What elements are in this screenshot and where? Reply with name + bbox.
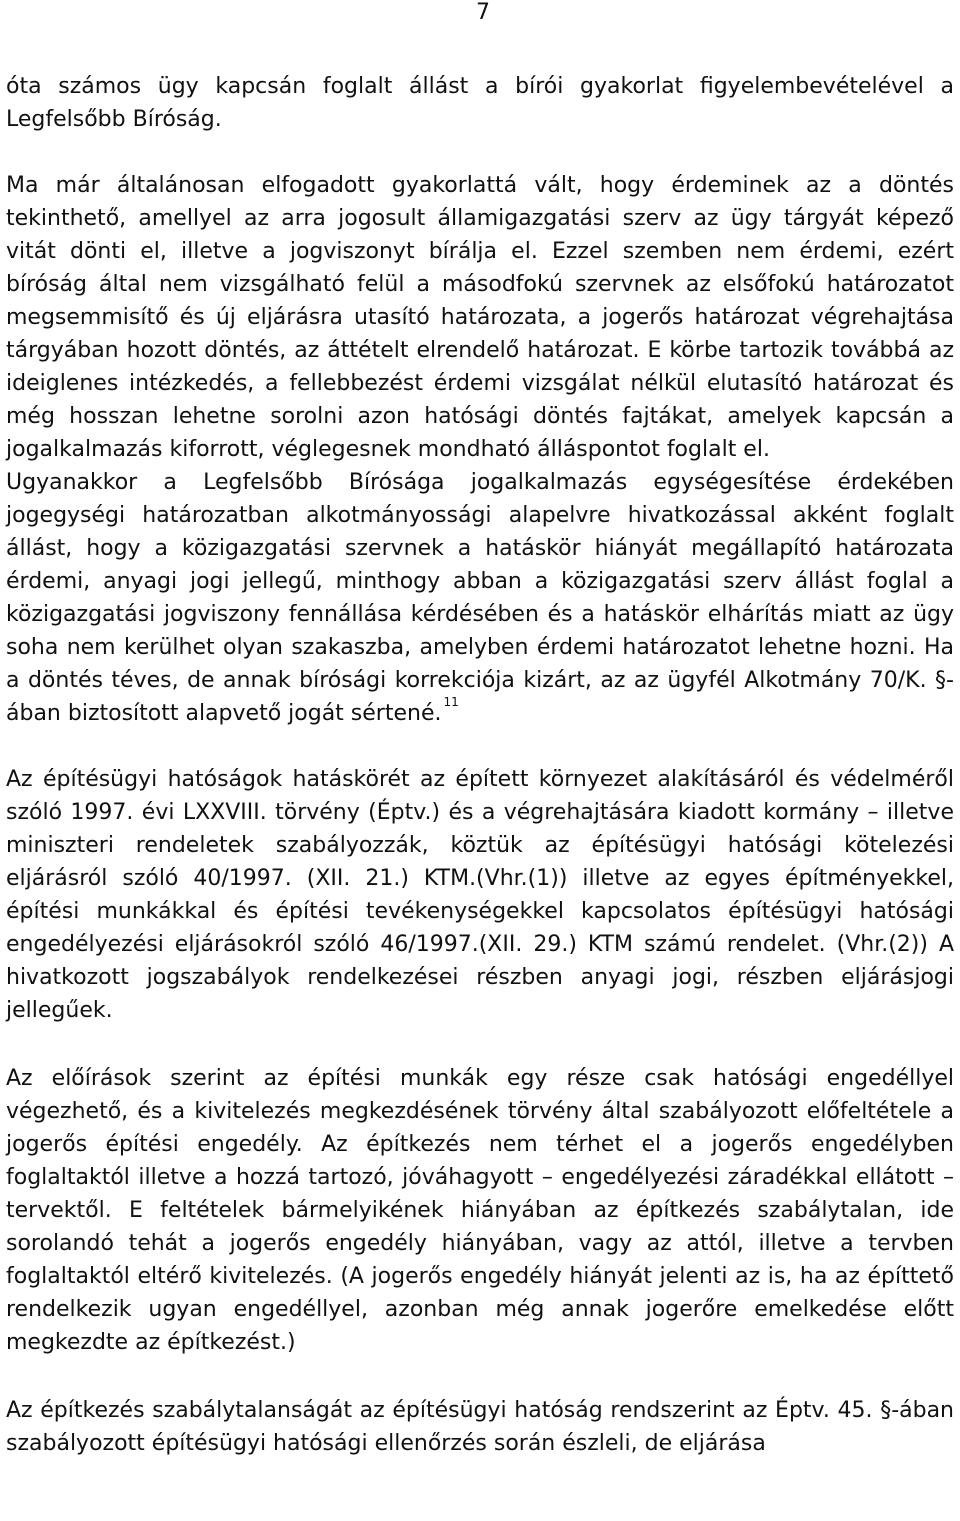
paragraph-3-text: Ugyanakkor a Legfelsőbb Bírósága jogalkalmazás egységesítése érdekében jogegységi határozatban alkotmányossági alapelvre hivatkozással akként foglalt állást, hogy a közigazgatási szervnek a hatáskör hiányát megállapító határozata érdemi, anyagi jogi jellegű, minthogy abban a közigazgatási szerv állást foglal a közigazgatási jogviszony fennállása kérdésében és a hatáskör elhárítás miatt az ügy soha nem kerülhet olyan szakaszba, amelyben érdemi határozatot lehetne hozni. Ha a döntés téves, de annak bírósági korrekciója kizárt, az az ügyfél Alkotmány 70/K. §-ában biztosított alapvető jogát sértené.: [6, 470, 954, 726]
paragraph-5: Az előírások szerint az építési munkák egy része csak hatósági engedéllyel végezhető, és a kivitelezés megkezdésének törvény által szabályozott előfeltétele a jogerős építési engedély. Az építkezés nem térhet el a jogerős engedélyben foglaltaktól illetve a hozzá tartozó, jóváhagyott – engedélyezési záradékkal ellátott – tervektől. E feltételek bármelyikének hiányában az építkezés szabálytalan, ide sorolandó tehát a jogerős engedély hiányában, vagy az attól, illetve a tervben foglaltaktól eltérő kivitelezés. (A jogerős engedély hiányát jelenti az is, ha az építtető rendelkezik ugyan engedéllyel, azonban még annak jogerőre emelkedése előtt megkezdte az építkezést.): [6, 1066, 954, 1355]
paragraph-2: Ma már általánosan elfogadott gyakorlattá vált, hogy érdeminek az a döntés tekinthető, amellyel az arra jogosult államigazgatási szerv az ügy tárgyát képező vitát dönti el, illetve a jogviszonyt bírálja el. Ezzel szemben nem érdemi, ezért bíróság által nem vizsgálható felül a másodfokú szervnek az elsőfokú határozatot megsemmisítő és új eljárásra utasító határozata, a jogerős határozat végrehajtása tárgyában hozott döntés, az áttételt elrendelő határozat. E körbe tartozik továbbá az ideiglenes intézkedés, a fellebbezést érdemi vizsgálat nélkül elutasító határozat és még hosszan lehetne sorolni azon hatósági döntés fajtákat, amelyek kapcsán a jogalkalmazás kiforrott, véglegesnek mondható álláspontot foglalt el.: [6, 173, 954, 462]
paragraph-1: óta számos ügy kapcsán foglalt állást a bírói gyakorlat figyelembevételével a Legfelsőbb Bíróság.: [6, 74, 954, 132]
paragraph-3: [6, 466, 954, 730]
paragraph-4: Az építésügyi hatóságok hatáskörét az épített környezet alakításáról és védelméről szóló 1997. évi LXXVIII. törvény (Éptv.) és a végrehajtására kiadott kormány – illetve miniszteri rendeletek szabályozzák, köztük az építésügyi hatósági kötelezési eljárásról szóló 40/1997. (XII. 21.) KTM.(Vhr.(1)) illetve az egyes építményekkel, építési munkákkal és építési tevékenységekkel kapcsolatos építésügyi hatósági engedélyezési eljárásokról szóló 46/1997.(XII. 29.) KTM számú rendelet. (Vhr.(2)) A hivatkozott jogszabályok rendelkezései részben anyagi jogi, részben eljárásjogi jellegűek.: [6, 767, 954, 1023]
page-number: 7: [476, 0, 490, 25]
footnote-reference: 11: [443, 695, 459, 709]
paragraph-6: Az építkezés szabálytalanságát az építésügyi hatóság rendszerint az Éptv. 45. §-ában szabályozott építésügyi hatósági ellenőrzés során észleli, de eljárása: [6, 1398, 954, 1456]
